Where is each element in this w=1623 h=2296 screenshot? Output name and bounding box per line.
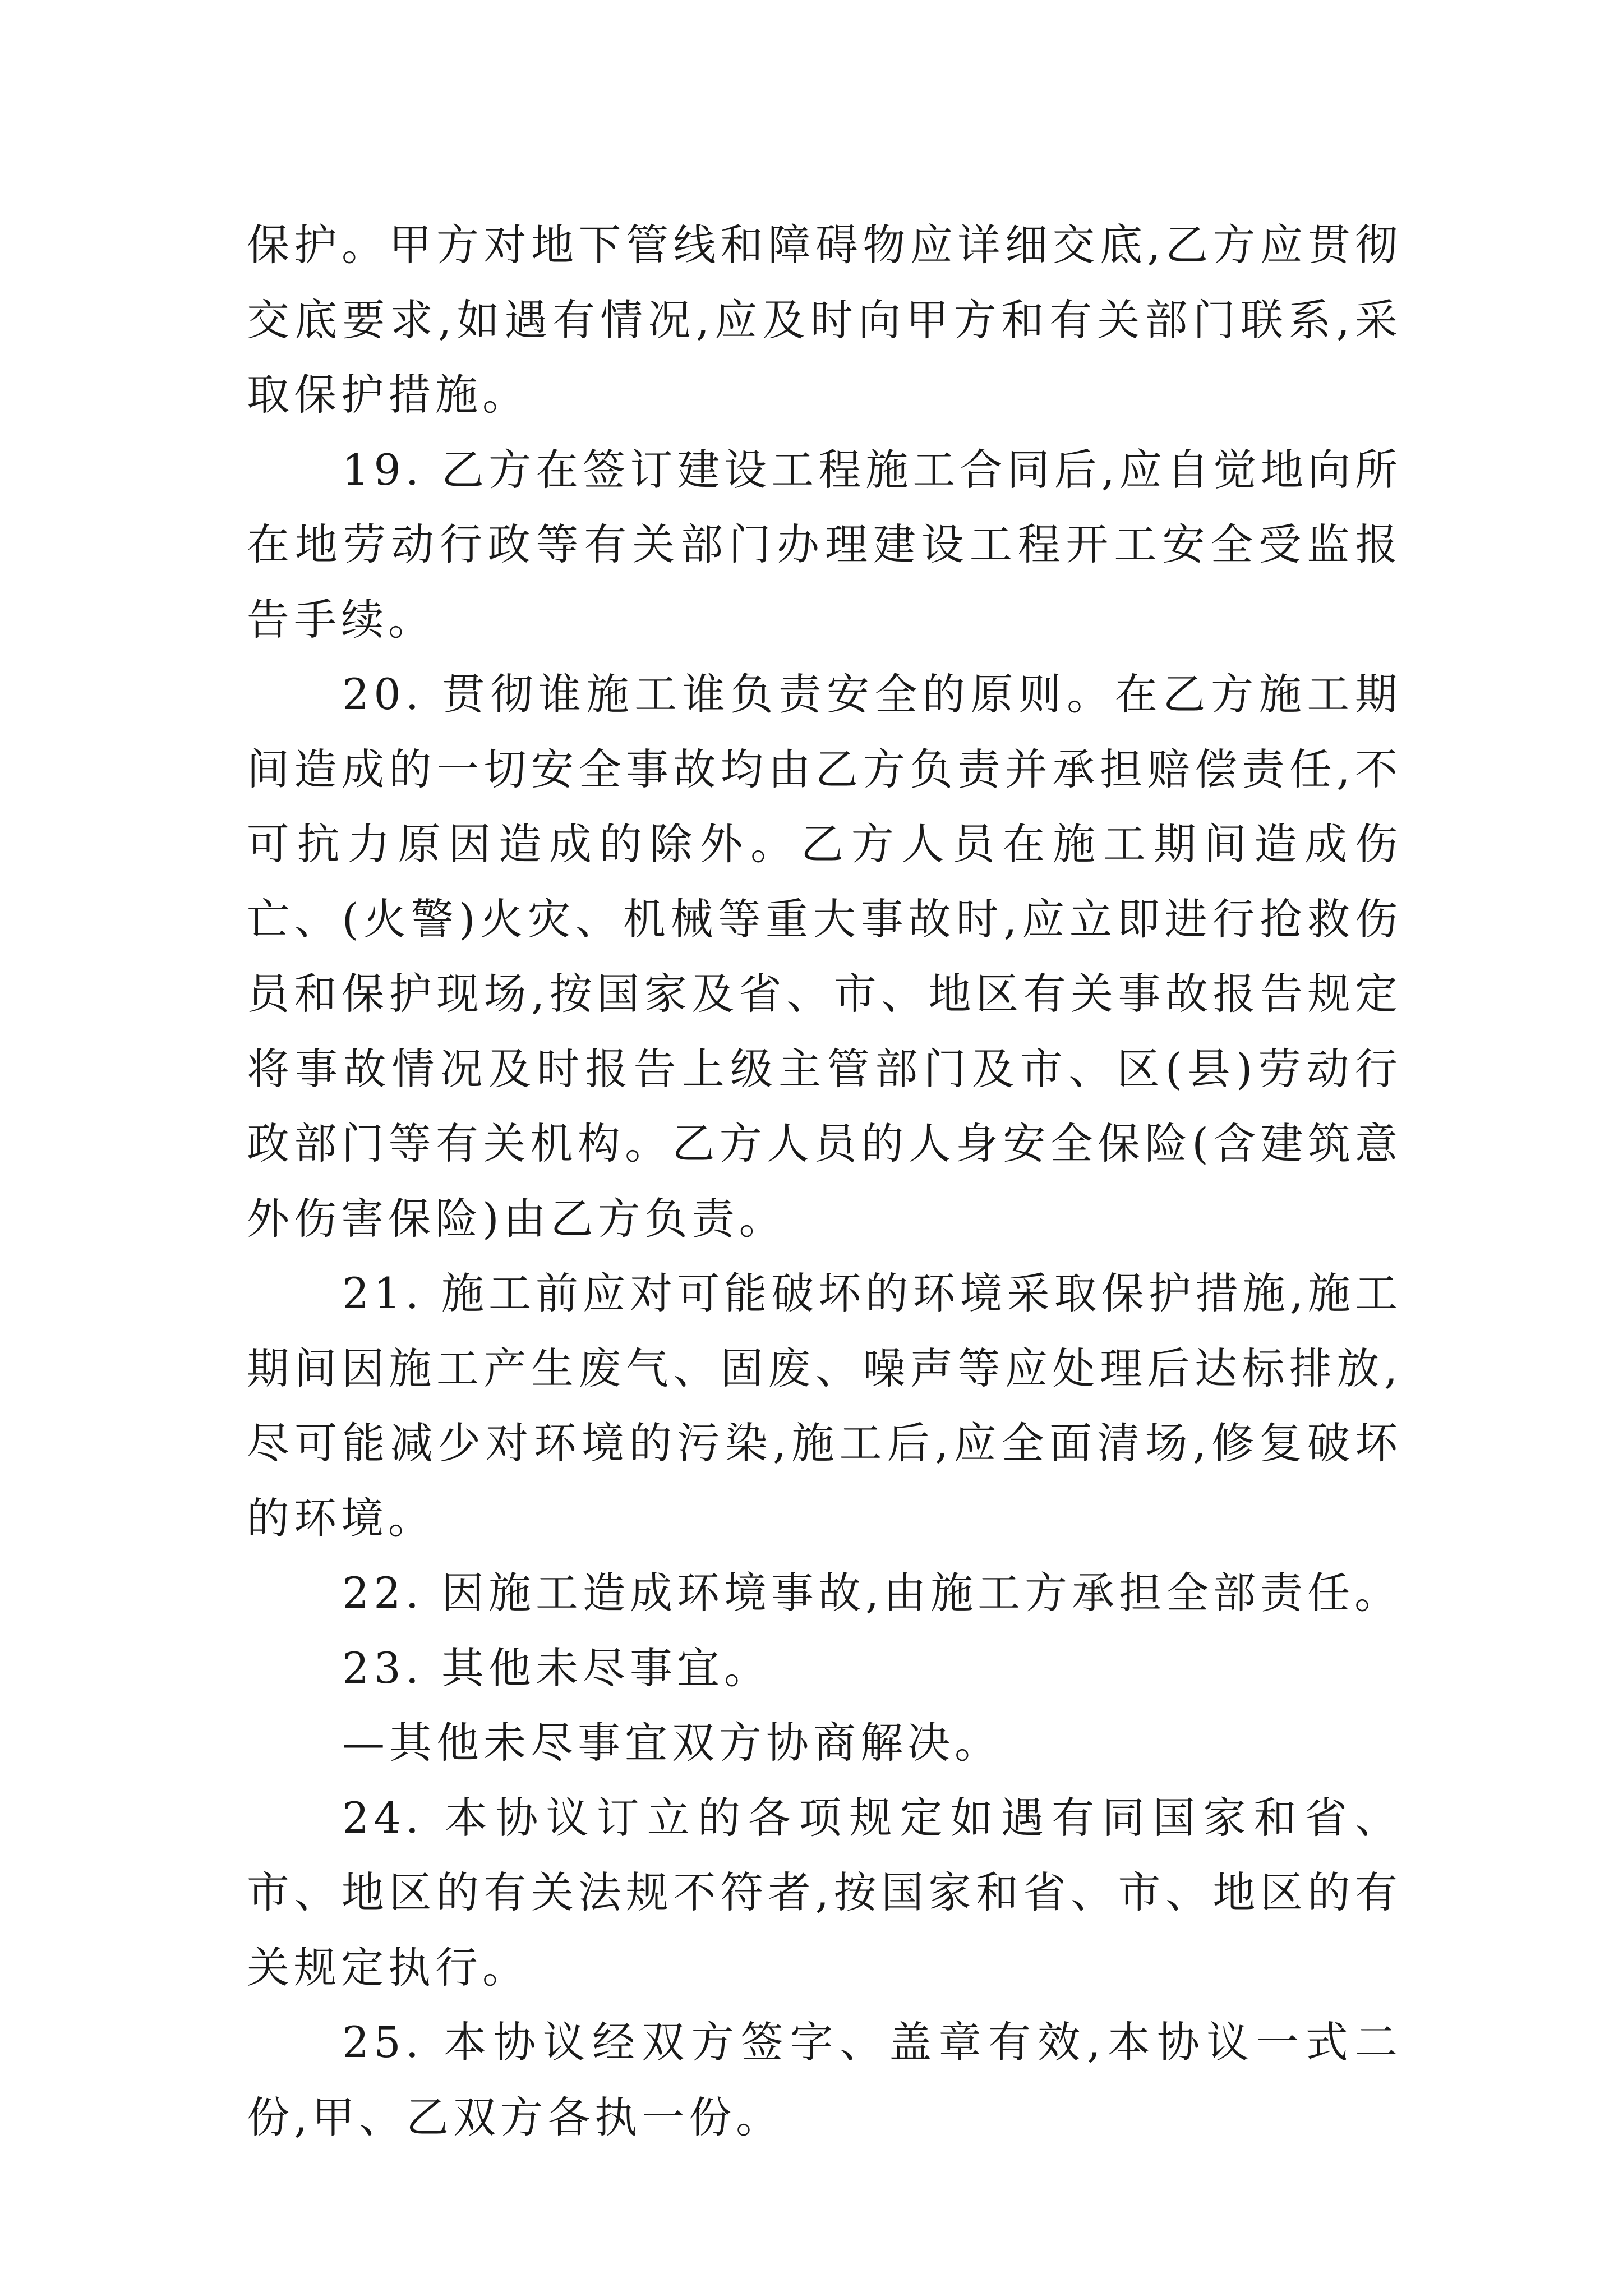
paragraph-clause-24: 24. 本协议订立的各项规定如遇有同国家和省、市、地区的有关法规不符者,按国家和省、市、地区的有关规定执行。: [247, 1792, 1402, 1993]
document-body: [247, 208, 1402, 2155]
paragraph-clause-23-detail: —其他未尽事宜双方协商解决。: [342, 1718, 1002, 1768]
paragraph-continuation: 保护。甲方对地下管线和障碍物应详细交底,乙方应贯彻交底要求,如遇有情况,应及时向甲方和有关部门联系,采取保护措施。: [247, 220, 1402, 420]
paragraph-clause-23: 23. 其他未尽事宜。: [342, 1642, 772, 1693]
paragraph-clause-19: 19. 乙方在签订建设工程施工合同后,应自觉地向所在地劳动行政等有关部门办理建设工程开工安全受监报告手续。: [247, 444, 1402, 645]
paragraph-clause-21: 21. 施工前应对可能破坏的环境采取保护措施,施工期间因施工产生废气、固废、噪声等应处理后达标排放,尽可能减少对环境的污染,施工后,应全面清场,修复破坏的环境。: [247, 1268, 1402, 1543]
paragraph-clause-22: 22. 因施工造成环境事故,由施工方承担全部责任。: [342, 1568, 1402, 1618]
paragraph-clause-25: 25. 本协议经双方签字、盖章有效,本协议一式二份,甲、乙双方各执一份。: [247, 2017, 1402, 2142]
paragraph-clause-20: 20. 贯彻谁施工谁负责安全的原则。在乙方施工期间造成的一切安全事故均由乙方负责并承担赔偿责任,不可抗力原因造成的除外。乙方人员在施工期间造成伤亡、(火警)火灾、机械等重大事故时,应立即进行抢救伤员和保护现场,按国家及省、市、地区有关事故报告规定将事故情况及时报告上级主管部门及市、区(县)劳动行政部门等有关机构。乙方人员的人身安全保险(含建筑意外伤害保险)由乙方负责。: [247, 669, 1402, 1244]
